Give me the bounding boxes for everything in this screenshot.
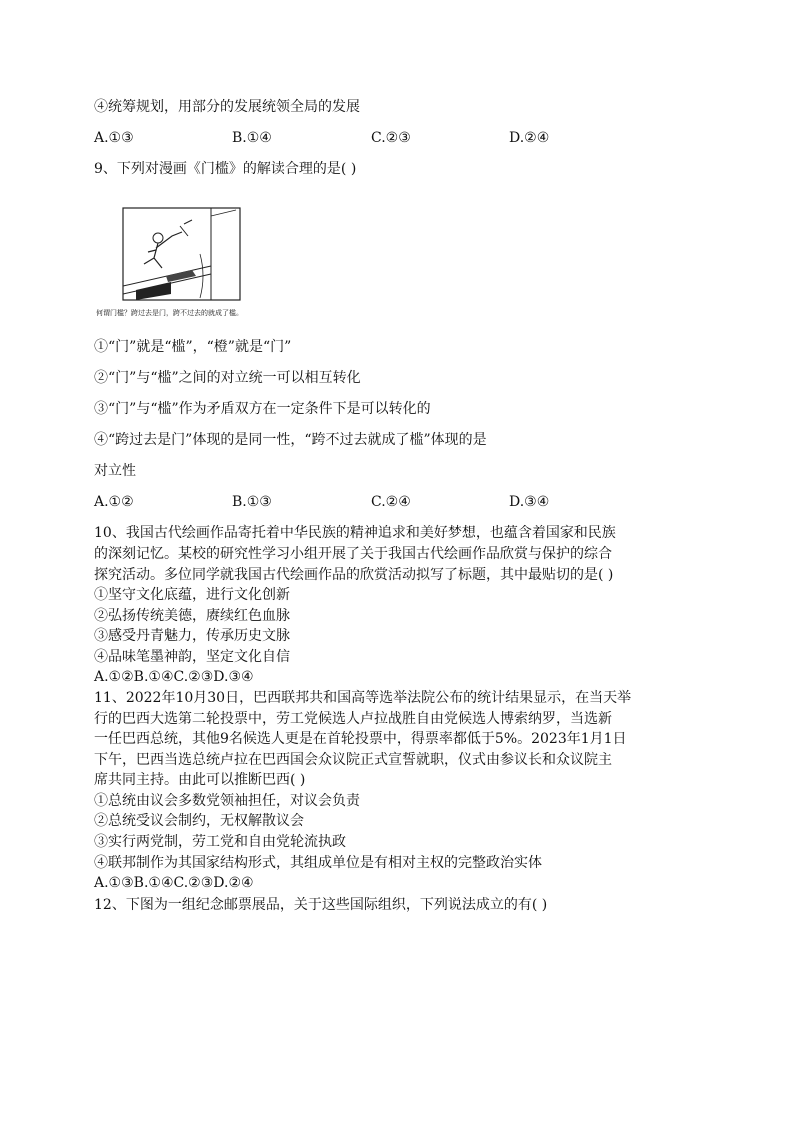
option-c: C.②③: [371, 130, 411, 146]
option-d: D.③④: [509, 494, 550, 510]
q10-line-3: 探究活动。多位同学就我国古代绘画作品的欣赏活动拟写了标题，其中最贴切的是( ): [94, 567, 614, 583]
q12-stem: 12、下图为一组纪念邮票展品，关于这些国际组织，下列说法成立的有( ): [94, 897, 548, 913]
option-a: A.①③: [94, 130, 134, 146]
q10-item-4: ④品味笔墨神韵，坚定文化自信: [94, 649, 290, 665]
q9-stem: 9、下列对漫画《门槛》的解读合理的是( ): [94, 161, 357, 177]
option-d: D.②④: [509, 130, 550, 146]
q11-item-1: ①总统由议会多数党领袖担任，对议会负责: [94, 793, 360, 809]
q9-item-2: ②“门”与“槛”之间的对立统一可以相互转化: [94, 370, 361, 386]
q10-options: A.①②B.①④C.②③D.③④: [94, 669, 254, 685]
q10-item-2: ②弘扬传统美德，赓续红色血脉: [94, 608, 290, 624]
q11-item-3: ③实行两党制，劳工党和自由党轮流执政: [94, 834, 346, 850]
q11-line-1: 11、2022年10月30日，巴西联邦共和国高等选举法院公布的统计结果显示，在当天举: [94, 690, 632, 706]
q9-item-3: ③“门”与“槛”作为矛盾双方在一定条件下是可以转化的: [94, 401, 431, 417]
option-c: C.②④: [371, 494, 411, 510]
q9-item-4: ④“跨过去是门”体现的是同一性，“跨不过去就成了槛”体现的是: [94, 432, 487, 448]
q9-item-4-cont: 对立性: [94, 463, 136, 479]
option-b: B.①③: [232, 494, 272, 510]
q9-item-1: ①“门”就是“槛”，“橙”就是“门”: [94, 339, 292, 355]
q10-item-3: ③感受丹青魅力，传承历史文脉: [94, 628, 290, 644]
q10-line-2: 的深刻记忆。某校的研究性学习小组开展了关于我国古代绘画作品欣赏与保护的综合: [94, 546, 612, 562]
q10-line-1: 10、我国古代绘画作品寄托着中华民族的精神追求和美好梦想，也蕴含着国家和民族: [94, 525, 616, 541]
option-a: A.①②: [94, 494, 134, 510]
cartoon-caption: 何谓门槛？跨过去是门，跨不过去的就成了槛。: [96, 309, 243, 317]
q11-line-2: 行的巴西大选第二轮投票中，劳工党候选人卢拉战胜自由党候选人博索纳罗，当选新: [94, 711, 612, 727]
option-b: B.①④: [232, 130, 272, 146]
q11-item-4: ④联邦制作为其国家结构形式，其组成单位是有相对主权的完整政治实体: [94, 855, 542, 871]
q11-line-4: 下午，巴西当选总统卢拉在巴西国会众议院正式宣誓就职，仪式由参议长和众议院主: [94, 752, 612, 768]
top-item-4: ④统筹规划，用部分的发展统领全局的发展: [94, 99, 360, 115]
q11-options: A.①③B.①④C.②③D.②④: [94, 875, 254, 891]
q11-line-5: 席共同主持。由此可以推断巴西( ): [94, 772, 306, 788]
cartoon-threshold-image: [96, 206, 254, 318]
q11-line-3: 一任巴西总统，其他9名候选人更是在首轮投票中，得票率都低于5%。2023年1月1日: [94, 731, 627, 747]
q11-item-2: ②总统受议会制约，无权解散议会: [94, 813, 304, 829]
q10-item-1: ①坚守文化底蕴，进行文化创新: [94, 587, 290, 603]
